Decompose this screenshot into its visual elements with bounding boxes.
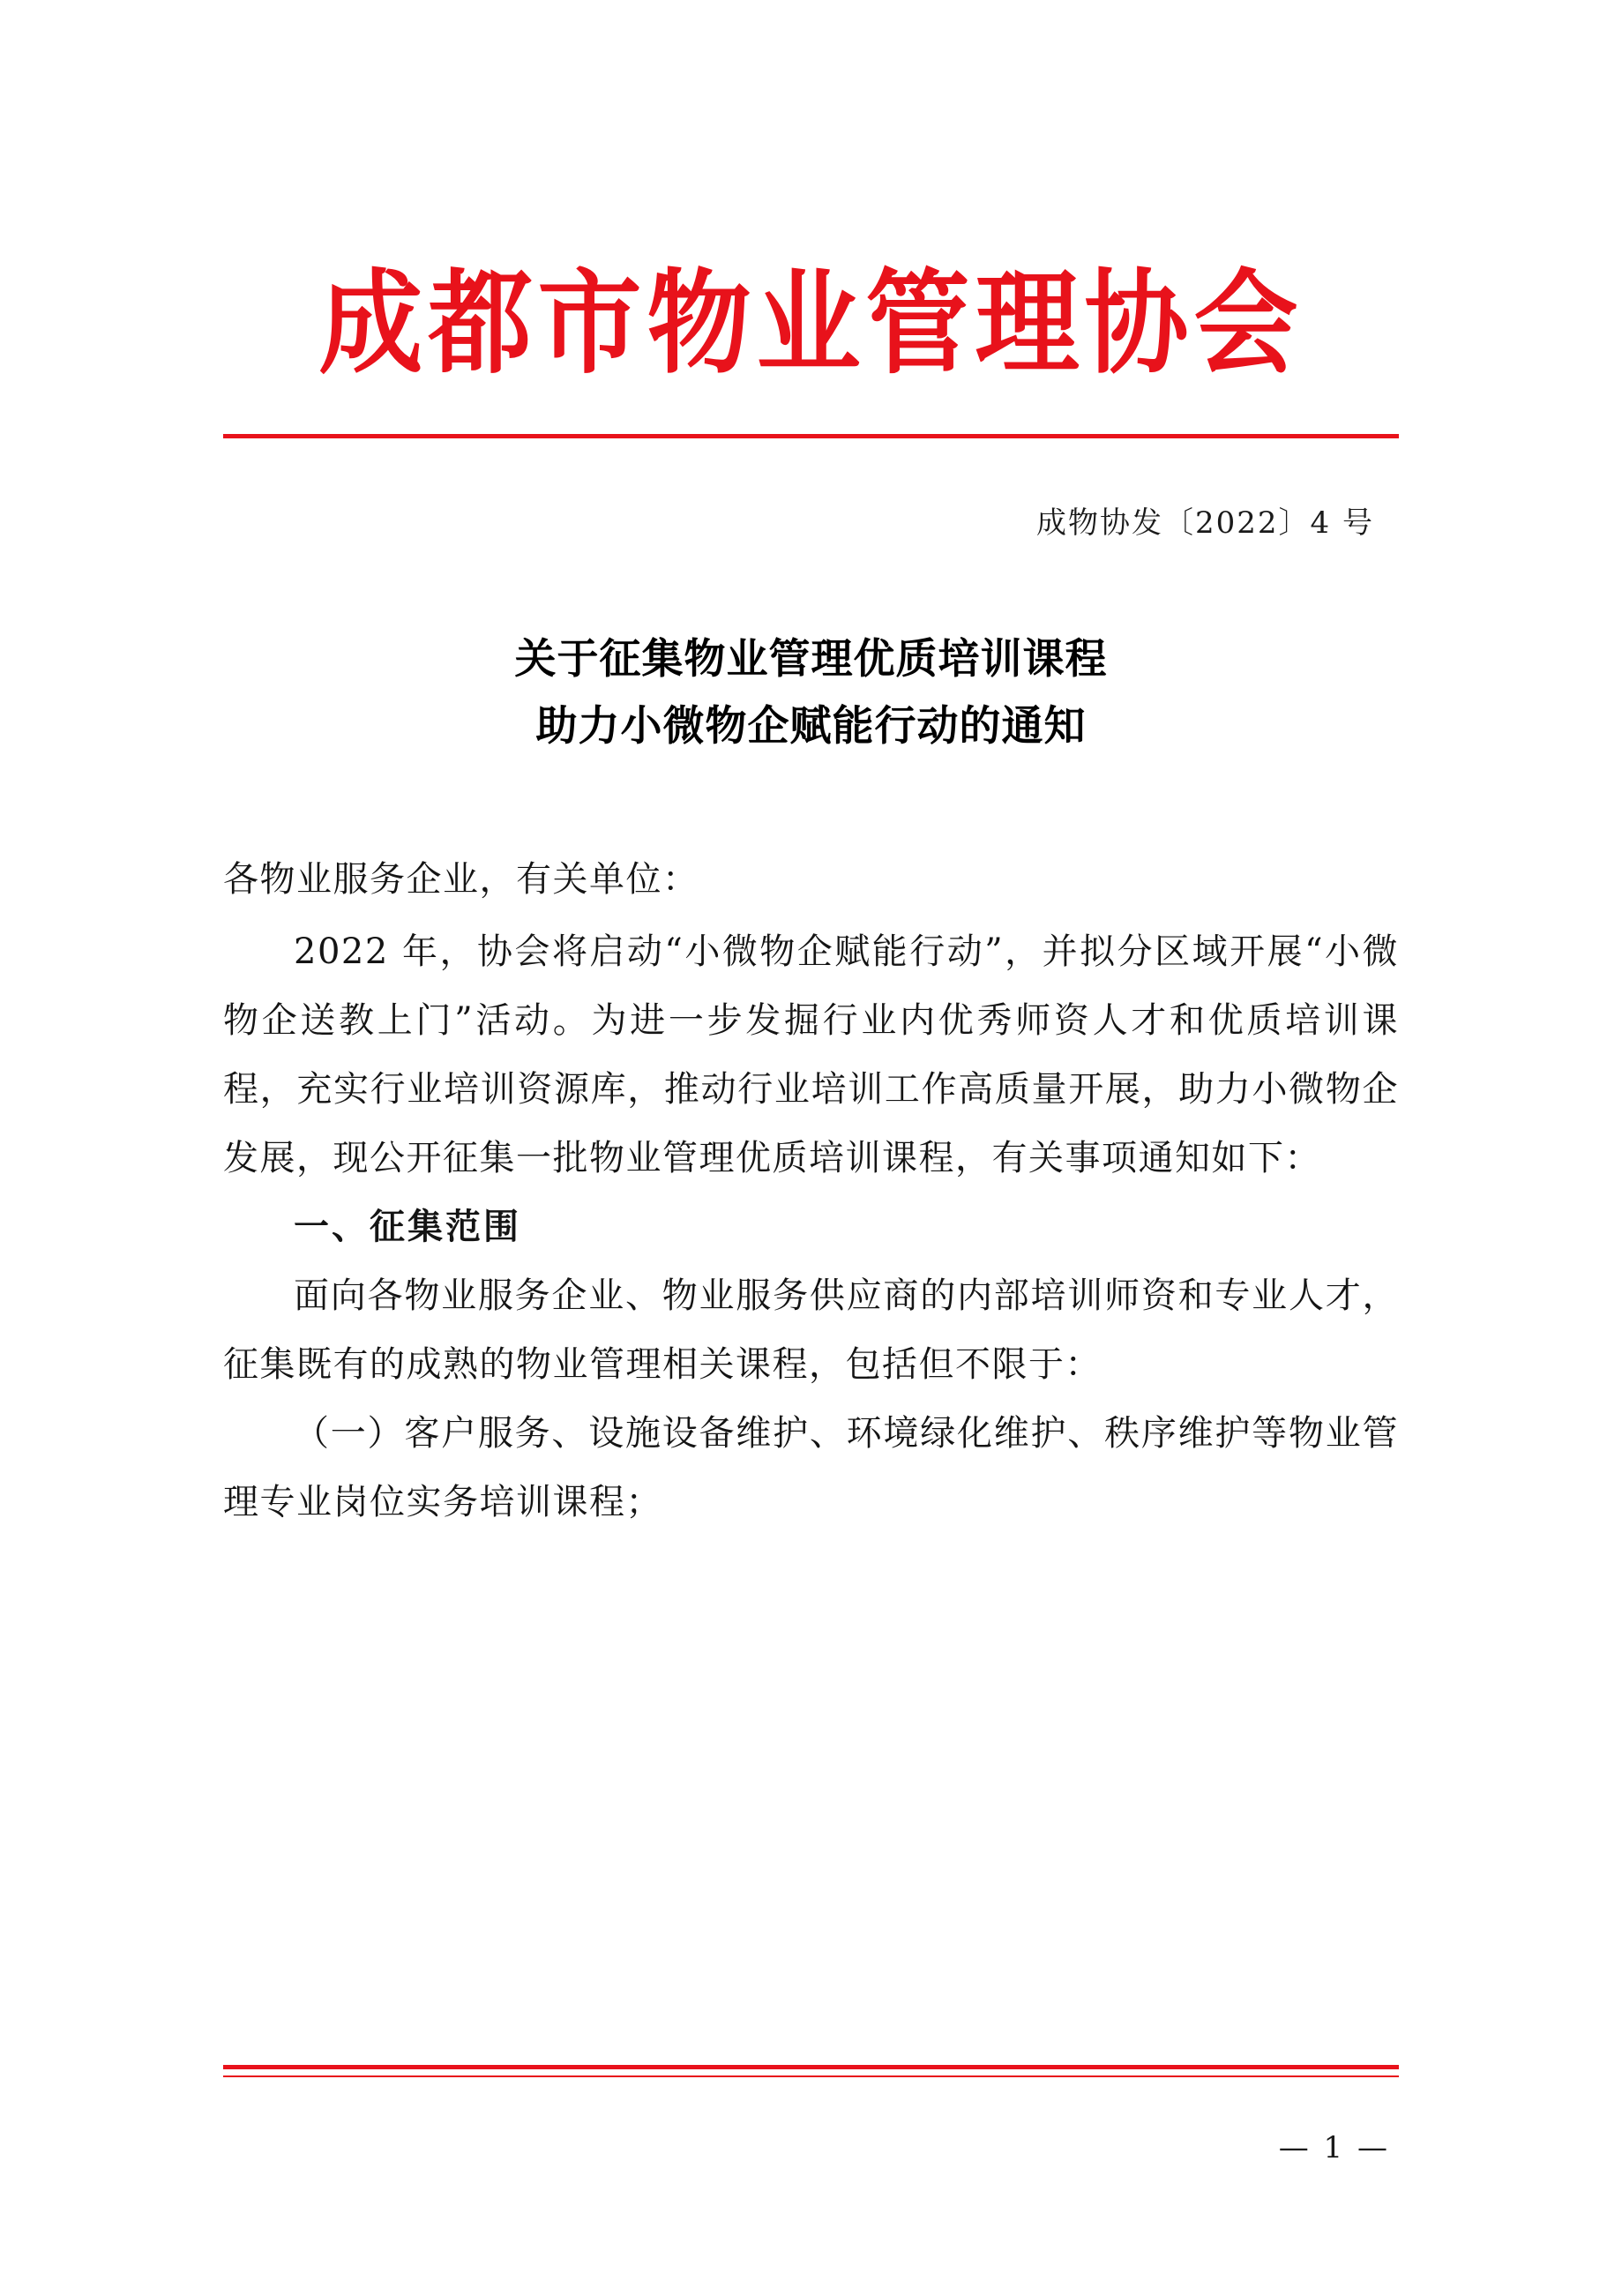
- letterhead-divider: [223, 434, 1399, 438]
- page-title-line-1: 关于征集物业管理优质培训课程: [514, 635, 1108, 684]
- footer-divider-thin: [223, 2075, 1399, 2077]
- document-number: 成物协发〔2022〕4 号: [1036, 505, 1374, 542]
- body-paragraph-1: 2022 年，协会将启动“小微物企赋能行动”，并拟分区域开展“小微物企送教上门”活动。为进一步发掘行业内优秀师资人才和优质培训课程，充实行业培训资源库，推动行业培训工作高质量开展，助力小微物企发展，现公开征集一批物业管理优质培训课程，有关事项通知如下：: [223, 931, 1399, 1179]
- page-footer: [223, 2065, 1399, 2165]
- letterhead: [223, 0, 1399, 438]
- page-title-line-2: 助力小微物企赋能行动的通知: [535, 702, 1087, 752]
- footer-divider-thick: [223, 2065, 1399, 2069]
- body-paragraph-2: 面向各物业服务企业、物业服务供应商的内部培训师资和专业人才，征集既有的成熟的物业管理相关课程，包括但不限于：: [223, 1275, 1399, 1386]
- organization-title: 成都市物业管理协会: [318, 257, 1304, 389]
- page-number: — 1 —: [1278, 2130, 1390, 2165]
- section-heading-1: 一、征集范围: [294, 1207, 521, 1248]
- page-title: [223, 626, 1399, 760]
- document-body: [223, 845, 1399, 1537]
- salutation: 各物业服务企业，有关单位：: [223, 859, 699, 901]
- body-paragraph-3: （一）客户服务、设施设备维护、环境绿化维护、秩序维护等物业管理专业岗位实务培训课程；: [223, 1413, 1399, 1523]
